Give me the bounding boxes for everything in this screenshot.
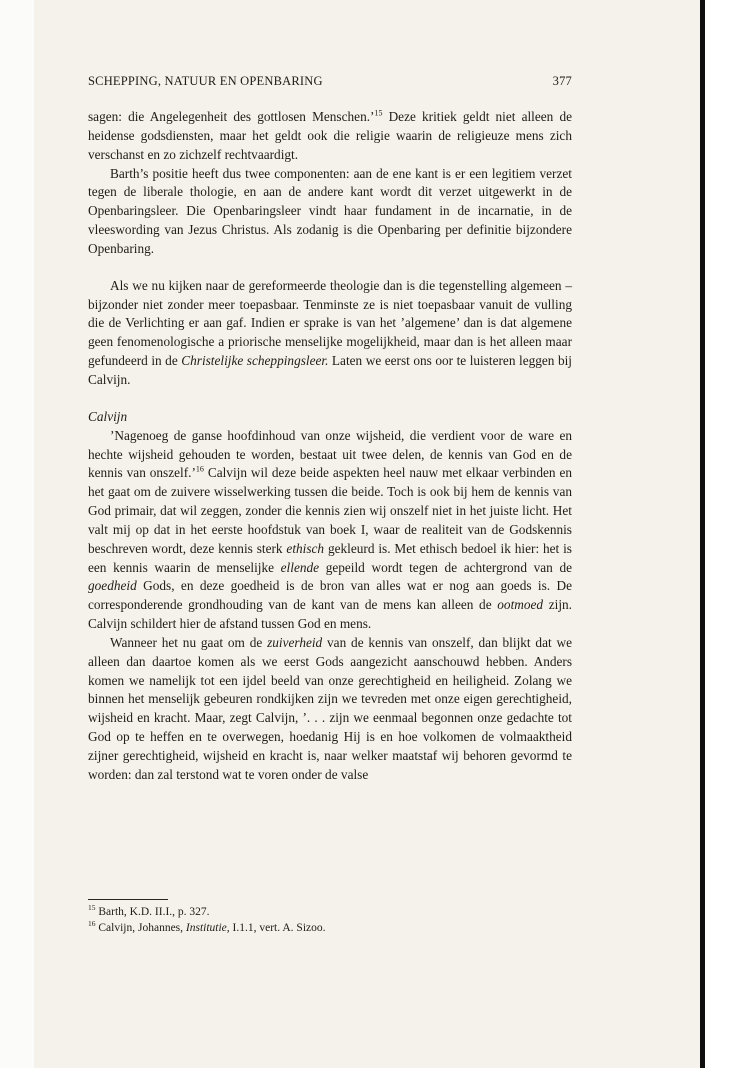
footnote-text: Barth, K.D. II.I., p. 327. <box>95 906 210 918</box>
emphasis: zuiverheid <box>267 634 323 650</box>
footnote-15 <box>88 904 572 920</box>
text-run: Laten we eerst ons oor te luisteren leggen bij Calvijn. <box>88 353 572 387</box>
text-run: zijn. Calvijn schildert hier de afstand tussen God en mens. <box>88 597 572 632</box>
running-title: SCHEPPING, NATUUR EN OPENBARING <box>88 74 323 88</box>
footnote-16 <box>88 920 572 936</box>
footnote-emphasis: Institutie, <box>185 922 230 934</box>
text-run: ’Nagenoeg de ganse hoofdinhoud van onze wijsheid, die verdient voor de ware en hechte wijsheid gehouden te worden, bestaat uit twee delen, de kennis van God en de kennis van onszelf.’ <box>88 427 572 481</box>
text-run: Wanneer het nu gaat om de <box>110 634 268 650</box>
paragraph-4 <box>88 427 572 634</box>
text-run: van de kennis van onszelf, dan blijkt dat we alleen dan daartoe komen als we eerst Gods aangezicht aanschouwd hebben. Anders komen we namelijk tot een ijdel beeld van onze gerechtigheid en heiligheid. Zolang we binnen het menselijk gebeuren rondkijken zijn we tevreden met onze eigen gerechtigheid, wijsheid en kracht. Maar, zegt Calvijn, ’. . . zijn we eenmaal begonnen onze gedachte tot God op te heffen en te overwegen, hoedanig Hij is en hoe volkomen de volmaaktheid zijner gerechtigheid, wijsheid en kracht is, naar welker maatstaf wij behoren gevormd te worden: dan zal terstond wat te voren onder de valse <box>88 634 572 782</box>
text-run: sagen: die Angelegenheit des gottlosen Menschen.’ <box>88 109 375 124</box>
footnote-ref-15: 15 <box>374 108 383 118</box>
paragraph-5 <box>88 634 572 785</box>
paragraph-2: Barth’s positie heeft dus twee componenten: aan de ene kant is er een legitiem verzet tegen de liberale thologie, en aan de andere kant wordt dit verzet uitgewerkt in de Openbaringsleer. Die Openbaringsleer vindt haar fundament in de incarnatie, in de vleeswording van Jezus Christus. Als zodanig is die Openbaring per definitie bijzondere Openbaring. <box>88 165 572 256</box>
footnote-number: 16 <box>88 919 96 929</box>
page-number: 377 <box>552 74 572 88</box>
body-text <box>88 108 572 785</box>
emphasis: Christelijke scheppingsleer. <box>181 353 329 369</box>
paragraph-1 <box>88 108 572 165</box>
emphasis: goedheid <box>88 578 137 594</box>
footnote-ref-16: 16 <box>195 464 204 474</box>
footnote-text: Calvijn, Johannes, <box>95 922 186 934</box>
section-heading: Calvijn <box>88 408 128 424</box>
scan-margin-right <box>705 0 738 1068</box>
footnote-number: 15 <box>88 903 96 913</box>
footnotes <box>88 904 572 936</box>
emphasis: ootmoed <box>497 597 544 613</box>
footnote-text: I.1.1, vert. A. Sizoo. <box>229 922 326 934</box>
text-run: Calvijn wil deze beide aspekten heel nauw met elkaar verbinden en het gaat om de zuivere wisselwerking tussen die beide. Toch is ook bij hem de kennis van God primair, dat wil zeggen, zonder die kennis zien wij onszelf niet in het juiste licht. Het valt mij op dat in het eerste hoofdstuk van boek I, waar de realiteit van de Godskennis beschreven wordt, deze kennis sterk <box>88 465 572 556</box>
text-run: Deze kritiek geldt niet alleen de heidense godsdiensten, maar het geldt ook die religie waarin de religieuze mens zich verschanst en zo zichzelf rechtvaardigt. <box>88 109 572 162</box>
text-run: Als we nu kijken naar de gereformeerde theologie dan is die tegenstelling algemeen – bijzonder niet zonder meer toepasbaar. Tenminste ze is niet toepasbaar vanuit de vulling die de Verlichting er aan gaf. Indien er sprake is van het ’algemene’ dan is dat algemene geen fenomenologische a priorische menselijke mogelijkheid, maar dan is het alleen maar gefundeerd in de <box>88 277 572 369</box>
emphasis: ethisch <box>286 540 325 556</box>
paragraph-3 <box>88 277 572 390</box>
emphasis: ellende <box>280 559 320 575</box>
scan-margin-left <box>0 0 34 1068</box>
text-run: gekleurd is. Met ethisch bedoel ik hier: het is een kennis waarin de menselijke <box>88 540 572 575</box>
text-run: gepeild wordt tegen de achtergrond van de <box>319 559 572 575</box>
text-run: Gods, en deze goedheid is de bron van alles wat er nog aan goeds is. De corresponderende grondhouding van de kant van de mens kan alleen de <box>88 578 572 613</box>
footnote-divider <box>88 899 168 900</box>
